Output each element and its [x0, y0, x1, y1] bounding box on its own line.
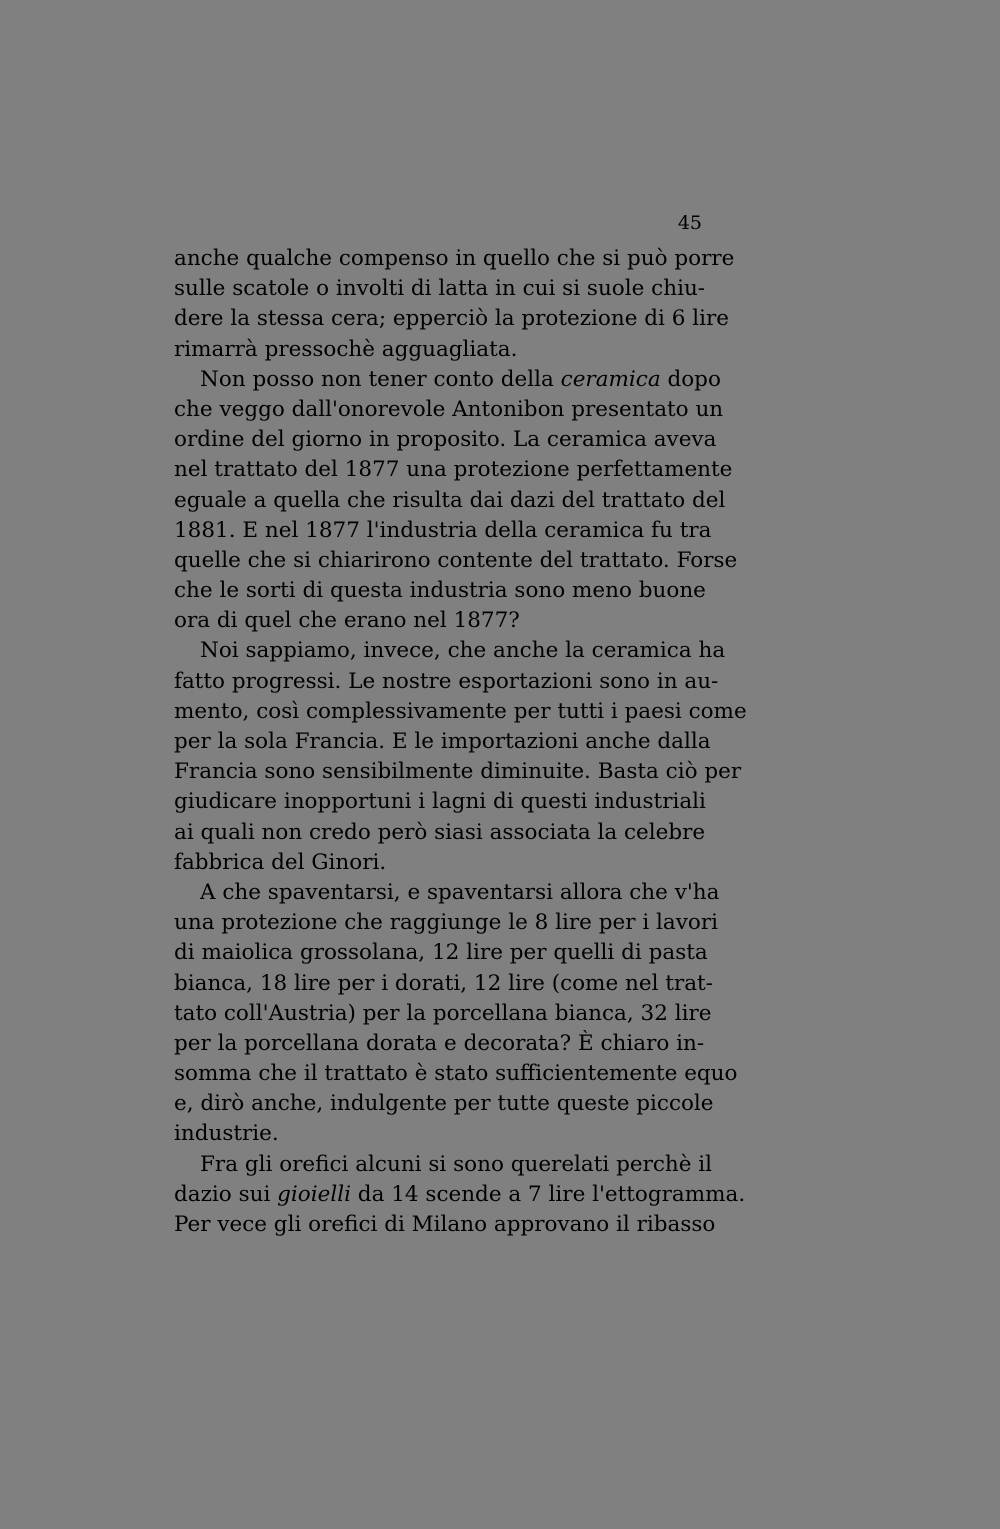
- italic-term: gioielli: [277, 1181, 351, 1207]
- text-line: e, dirò anche, indulgente per tutte queste piccole: [174, 1091, 714, 1117]
- text-line: fabbrica del Ginori.: [174, 849, 387, 875]
- text-line: giudicare inopportuni i lagni di questi industriali: [174, 789, 706, 815]
- text-line: A che spaventarsi, e spaventarsi allora che v'ha: [200, 879, 720, 905]
- text-segment: da 14 scende a 7 lire l'ettogramma.: [350, 1181, 746, 1207]
- text-line: industrie.: [174, 1121, 279, 1147]
- text-line: quelle che si chiarirono contente del trattato. Forse: [174, 547, 738, 573]
- text-line: Fra gli orefici alcuni si sono querelati perchè il: [200, 1151, 713, 1177]
- text-line: che veggo dall'onorevole Antonibon presentato un: [174, 396, 724, 422]
- text-line: 1881. E nel 1877 l'industria della ceramica fu tra: [174, 517, 712, 543]
- text-segment: Non posso non tener conto della: [200, 366, 561, 392]
- text-line: ordine del giorno in proposito. La ceramica aveva: [174, 427, 717, 453]
- text-line: eguale a quella che risulta dai dazi del trattato del: [174, 487, 726, 513]
- text-segment: dopo: [660, 366, 721, 392]
- text-segment: dazio sui: [174, 1181, 278, 1207]
- text-line: somma che il trattato è stato sufficientemente equo: [174, 1061, 738, 1087]
- text-line: tato coll'Austria) per la porcellana bianca, 32 lire: [174, 1000, 712, 1026]
- text-line: mento, così complessivamente per tutti i paesi come: [174, 698, 747, 724]
- italic-term: ceramica: [560, 366, 661, 392]
- text-line: che le sorti di questa industria sono meno buone: [174, 578, 706, 604]
- text-line: Per vece gli orefici di Milano approvano il ribasso: [174, 1212, 716, 1237]
- text-line: ai quali non credo però siasi associata la celebre: [174, 819, 706, 845]
- text-line: rimarrà pressochè agguagliata.: [174, 336, 518, 362]
- page-number: 45: [677, 212, 702, 234]
- text-line: sulle scatole o involti di latta in cui si suole chiu-: [174, 276, 706, 302]
- text-line: nel trattato del 1877 una protezione perfettamente: [174, 457, 733, 483]
- text-line: per la sola Francia. E le importazioni anche dalla: [174, 729, 711, 754]
- text-line: anche qualche compenso in quello che si può porre: [174, 246, 735, 271]
- text-line: ora di quel che erano nel 1877?: [174, 608, 520, 634]
- text-line: [174, 1180, 746, 1210]
- text-line: per la porcellana dorata e decorata? È chiaro in-: [174, 1030, 705, 1056]
- text-line: Noi sappiamo, invece, che anche la ceramica ha: [200, 638, 726, 664]
- text-line: di maiolica grossolana, 12 lire per quelli di pasta: [174, 940, 708, 966]
- text-line: [174, 365, 721, 395]
- text-line: dere la stessa cera; epperciò la protezione di 6 lire: [174, 306, 730, 332]
- text-line: Francia sono sensibilmente diminuite. Basta ciò per: [174, 759, 742, 785]
- text-line: fatto progressi. Le nostre esportazioni sono in au-: [174, 668, 719, 694]
- text-line: una protezione che raggiunge le 8 lire per i lavori: [174, 910, 718, 936]
- body-text: [174, 244, 747, 1240]
- text-line: bianca, 18 lire per i dorati, 12 lire (come nel trat-: [174, 970, 713, 996]
